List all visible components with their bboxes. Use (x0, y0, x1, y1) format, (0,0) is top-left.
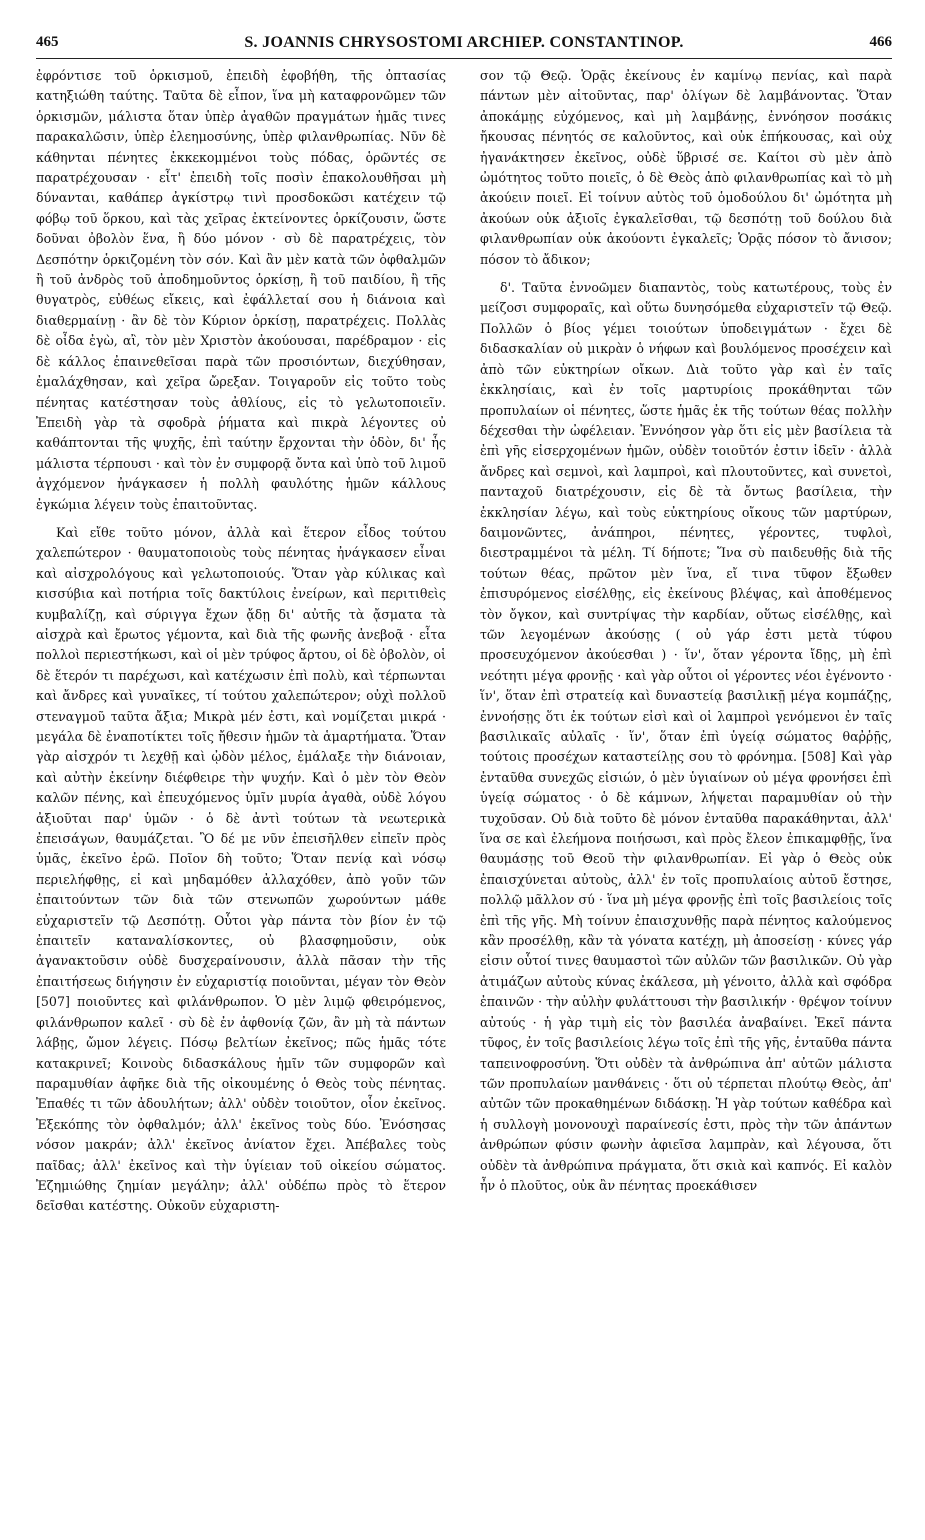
paragraph: σον τῷ Θεῷ. Ὁρᾷς ἐκείνους ἐν καμίνῳ πενίας, καὶ παρὰ πάντων μὲν αἰτοῦντας, παρ' ὀλίγων δὲ λαμβάνοντας. Ὅταν ἀποκάμῃς εὐχόμενος, καὶ μὴ λαμβάνῃς, ἐννόησον ποσάκις ἤκουσας πένητός σε καλοῦντος, καὶ οὐκ ἐπήκουσας, καὶ οὐχ ἠγανάκτησεν ἐκεῖνος, οὐδὲ ὕβρισέ σε. Καίτοι σὺ μὲν ἀπὸ ὠμότητος τοῦτο ποιεῖς, ὁ δὲ Θεὸς ἀπὸ φιλανθρωπίας καὶ τὸ μὴ ἀκούειν ποιεῖ. Εἰ τοίνυν αὐτὸς τοῦ ὁμοδούλου δι' ὠμότητα μὴ ἀκούων οὐκ ἀξιοῖς ἐγκαλεῖσθαι, τῷ δεσπότῃ τοῦ δούλου διὰ φιλανθρωπίαν οὐκ ἀκούοντι ἐγκαλεῖς; Ὁρᾷς πόσον τὸ ἄνισον; πόσον τὸ ἄδικον; (480, 68, 892, 267)
page-number-left: 465 (36, 34, 59, 50)
paragraph: δ'. Ταῦτα ἐννοῶμεν διαπαντὸς, τοὺς κατωτέρους, τοὺς ἐν μείζοσι συμφοραῖς, καὶ οὕτω δυνησόμεθα εὐχαριστεῖν τῷ Θεῷ. Πολλῶν ὁ βίος γέμει τοιούτων ὑποδειγμάτων · ἔχει δὲ διδασκαλίαν οὐ μικρὰν ὁ νήφων καὶ βουλόμενος προσέχειν καὶ ἀπὸ τῶν εὐκτηρίων οἴκων. Διὰ τοῦτο γὰρ καὶ ἐν ταῖς ἐκκλησίαις, καὶ ἐν τοῖς μαρτυρίοις προκάθηνται τῶν προπυλαίων οἱ πένητες, ὥστε ἡμᾶς ἐκ τῆς τούτων θέας πολλὴν δέχεσθαι τὴν ὠφέλειαν. Ἐννόησον γὰρ ὅτι εἰς μὲν βασίλεια τὰ ἐπὶ γῆς εἰσερχομένων ἡμῶν, οὐδὲν τοιοῦτόν ἐστιν ἰδεῖν · ἀλλὰ ἄνδρες καὶ σεμνοὶ, καὶ λαμπροὶ, καὶ πλουτοῦντες, καὶ συνετοὶ, πανταχοῦ διατρέχουσιν, εἰς δὲ τὰ ὄντως βασίλεια, τὴν ἐκκλησίαν λέγω, καὶ τοὺς εὐκτηρίους οἴκους τῶν μαρτύρων, δαιμονῶντες, ἀνάπηροι, πένητες, γέροντες, τυφλοὶ, διεστραμμένοι τὰ μέλη. Τί δήποτε; Ἵνα σὺ παιδευθῇς διὰ τῆς τούτων θέας, πρῶτον μὲν ἵνα, εἴ τινα τῦφον ἔξωθεν ἐπισυρόμενος εἰσέλθῃς, εἰς ἐκείνους βλέψας, καὶ ἀποθέμενος τὸν ὄγκον, καὶ συντρίψας τὴν καρδίαν, οὕτως εἰσέλθῃς, καὶ τῶν λεγομένων ἀκούσῃς ( οὐ γάρ ἐστι μετὰ τύφου προσευχόμενον ἀκούεσθαι ) · ἵν', ὅταν γέροντα ἴδῃς, μὴ ἐπὶ νεότητι μέγα φρονῇς · καὶ γὰρ οὗτοι οἱ γέροντες νέοι ἐγένοντο · ἵν', ὅταν ἐπὶ στρατείᾳ καὶ δυναστείᾳ βασιλικῇ μέγα κομπάζῃς, ἐννοήσῃς ὅτι ἐκ τούτων εἰσὶ καὶ οἱ λαμπροὶ γενόμενοι ἐν ταῖς βασιλικαῖς αὐλαῖς · ἵν', ὅταν ἐπὶ ὑγείᾳ σώματος θαῤῥῇς, τούτοις προσέχων καταστείλῃς σου τὸ φρόνημα. [508] Καὶ γὰρ ἐνταῦθα συνεχῶς εἰσιών, ὁ μὲν ὑγιαίνων οὐ μέγα φρονήσει ἐπὶ ὑγείᾳ σώματος · ὁ δὲ κάμνων, λήψεται παραμυθίαν οὐ τὴν τυχοῦσαν. Οὐ διὰ τοῦτο δὲ μόνον ἐνταῦθα παρακάθηνται, ἀλλ' ἵνα σε καὶ ἐλεήμονα ποιήσωσι, καὶ πρὸς ἔλεον ἐπικαμφθῇς, ἵνα θαυμάσῃς τοῦ Θεοῦ τὴν φιλανθρωπίαν. Εἰ γὰρ ὁ Θεὸς οὐκ ἐπαισχύνεται αὐτοὺς, ἀλλ' ἐν τοῖς προπυλαίοις αὐτοῦ ἔστησε, πολλῷ μᾶλλον σύ · ἵνα μὴ μέγα φρονῇς ἐπὶ τοῖς βασιλείοις τοῖς ἐπὶ τῆς γῆς. Μὴ τοίνυν ἐπαισχυνθῇς παρὰ πένητος καλούμενος κἂν προσέλθῃ, κἂν τὰ γόνατα κατέχῃ, μὴ ἀποσείσῃ · κύνες γάρ εἰσιν οὗτοί τινες θαυμαστοὶ τῶν αὐλῶν τῶν βασιλικῶν. Οὐ γὰρ ἀτιμάζων αὐτοὺς κύνας ἐκάλεσα, μὴ γένοιτο, ἀλλὰ καὶ σφόδρα ἐπαινῶν · τὴν αὐλὴν φυλάττουσι τὴν βασιλικήν · θρέψον τοίνυν αὐτούς · ἡ γὰρ τιμὴ εἰς τὸν βασιλέα ἀναβαίνει. Ἐκεῖ πάντα τῦφος, ἐν τοῖς βασιλείοις λέγω τοῖς ἐπὶ τῆς γῆς, ἐνταῦθα πάντα ταπεινοφροσύνη. Ὅτι οὐδὲν τὰ ἀνθρώπινα ἀπ' αὐτῶν μάλιστα τῶν προπυλαίων μανθάνεις · ὅτι οὐ τέρπεται πλούτῳ Θεὸς, ἀπ' αὐτῶν τῶν προκαθημένων διδάσκῃ. Ἡ γὰρ τούτων καθέδρα καὶ ἡ συλλογὴ μονονουχὶ παραίνεσίς ἐστι, πρὸς τὴν τῶν ἁπάντων ἀνθρώπων φύσιν φωνὴν ἀφιεῖσα λαμπρὰν, καὶ λέγουσα, ὅτι οὐδὲν τὰ ἀνθρώπινα πράγματα, ὅτι σκιὰ καὶ καπνός. Εἰ καλὸν ἦν ὁ πλοῦτος, οὐκ ἂν πένητας προεκάθισεν (480, 280, 892, 1193)
paragraph: ἐφρόντισε τοῦ ὁρκισμοῦ, ἐπειδὴ ἐφοβήθη, τῆς ὀπτασίας κατηξιώθη ταύτης. Ταῦτα δὲ εἶπον, ἵνα μὴ καταφρονῶμεν τῶν ὁρκισμῶν, μάλιστα ὅταν ὑπὲρ ἀγαθῶν πραγμάτων ἡμᾶς τινες παρακαλῶσιν, ὑπὲρ ἐλεημοσύνης, ὑπὲρ φιλανθρωπίας. Νῦν δὲ κάθηνται πένητες ἐκκεκομμένοι τοὺς πόδας, ὁρῶντές σε παρατρέχουσαν · εἶτ' ἐπειδὴ τοῖς ποσὶν ἐπακολουθῆσαι μὴ δύνανται, καθάπερ ἀγκίστρῳ τινὶ προσδοκῶσι κατέχειν τῷ φόβῳ τοῦ ὅρκου, καὶ τὰς χεῖρας ἐκτείνοντες ὁρκίζουσιν, ὥστε δοῦναι ὀβολὸν ἕνα, ἢ δύο μόνον · σὺ δὲ παρατρέχεις, τὸν Δεσπότην ὁρκιζομένη τὸν σόν. Καὶ ἂν μὲν κατὰ τῶν ὀφθαλμῶν ἢ τοῦ ἀνδρὸς τοῦ ἀποδημοῦντος ὁρκίσῃ, ἢ τοῦ παιδίου, ἢ τῆς θυγατρὸς, εὐθέως εἴκεις, καὶ ἐφάλλεταί σου ἡ διάνοια καὶ διαθερμαίνῃ · ἂν δὲ τὸν Κύριον ὁρκίσῃ, παρατρέχεις. Πολλὰς δὲ οἶδα ἐγὼ, αἲ, τὸν μὲν Χριστὸν ἀκούουσαι, παρέδραμον · εἰς δὲ κάλλος ἐπαινεθεῖσαι παρὰ τῶν προσιόντων, διεχύθησαν, ἐμαλάχθησαν, καὶ χεῖρα ὤρεξαν. Τοιγαροῦν εἰς τοῦτο τοὺς πένητας κατέστησαν τοὺς ἀθλίους, εἰς τὸ γελωτοποιεῖν. Ἐπειδὴ γὰρ τὰ σφοδρὰ ῥήματα καὶ πικρὰ λέγοντες οὐ καθάπτονται τῆς ψυχῆς, ἐπὶ ταύτην ἔρχονται τὴν ὁδὸν, δι' ἧς μάλιστα τέρπουσι · καὶ τὸν ἐν συμφορᾷ ὄντα καὶ ὑπὸ τοῦ λιμοῦ ἀγχόμενον ἠνάγκασεν ἡ πολλὴ φαυλότης ἡμῶν κάλλους ἐγκώμια λέγειν τοὺς ἐπαιτοῦντας. (36, 68, 446, 512)
running-title: S. JOANNIS CHRYSOSTOMI ARCHIEP. CONSTANTINOP. (244, 34, 684, 51)
page-number-right: 466 (869, 34, 892, 50)
left-column (36, 66, 446, 1526)
paragraph: Καὶ εἴθε τοῦτο μόνον, ἀλλὰ καὶ ἕτερον εἶδος τούτου χαλεπώτερον · θαυματοποιοὺς τοὺς πένητας ἠνάγκασεν εἶναι καὶ αἰσχρολόγους καὶ γελωτοποιούς. Ὅταν γὰρ κύλικας καὶ κισσύβια καὶ ποτήρια τοῖς δακτύλοις ἐνείρων, καὶ περιτιθεὶς κυμβαλίζῃ, καὶ σύριγγα ἔχων ᾄδῃ δι' αὐτῆς τὰ ᾄσματα τὰ αἰσχρὰ καὶ ἔρωτος γέμοντα, καὶ διὰ τῆς φωνῆς ἀνεβοᾷ · εἶτα πολλοὶ περιεστήκωσι, καὶ οἱ μὲν τρύφος ἄρτου, οἱ δὲ ὀβολὸν, οἱ δὲ ἕτερόν τι παρέχωσι, καὶ κατέχωσιν ἐπὶ πολὺ, καὶ τέρπωνται καὶ ἄνδρες καὶ γυναῖκες, τί τούτου χαλεπώτερον; οὐχὶ πολλοῦ στεναγμοῦ ταῦτα ἄξια; Μικρὰ μέν ἐστι, καὶ νομίζεται μικρά · μεγάλα δὲ ἐναποτίκτει τοῖς ἤθεσιν ἡμῶν τὰ ἁμαρτήματα. Ὅταν γὰρ αἰσχρόν τι λεχθῇ καὶ ᾠδὸν μέλος, ἐμάλαξε τὴν διάνοιαν, καὶ αὐτὴν ἐκείνην διέφθειρε τὴν ψυχήν. Καὶ ὁ μὲν τὸν Θεὸν καλῶν πένης, καὶ ἐπευχόμενος ὑμῖν μυρία ἀγαθὰ, οὐδὲ λόγου ἀξιοῦται παρ' ὑμῶν · ὁ δὲ ἀντὶ τούτων τὰ νεωτερικὰ ἐπεισάγων, θαυμάζεται. Ὃ δέ με νῦν ἐπεισῆλθεν εἰπεῖν πρὸς ὑμᾶς, ἐκεῖνο ἐρῶ. Ποῖον δὴ τοῦτο; Ὅταν πενίᾳ καὶ νόσῳ περιελήφθῃς, εἰ καὶ μηδαμόθεν ἀλλαχόθεν, ἀπὸ γοῦν τῶν ἐπαιτούντων τῶν διὰ τῶν στενωπῶν χωρούντων μάθε εὐχαριστεῖν τῷ Δεσπότῃ. Οὗτοι γὰρ πάντα τὸν βίον ἐν τῷ ἐπαιτεῖν καταναλίσκοντες, οὐ βλασφημοῦσιν, οὐκ ἀγανακτοῦσιν οὐδὲ δυσχεραίνουσιν, ἀλλὰ πᾶσαν τὴν τῆς ἐπαιτήσεως διήγησιν ἐν εὐχαριστίᾳ ποιοῦνται, μέγαν τὸν Θεὸν [507] ποιοῦντες καὶ φιλάνθρωπον. Ὁ μὲν λιμῷ φθειρόμενος, φιλάνθρωπον καλεῖ · σὺ δὲ ἐν ἀφθονίᾳ ζῶν, ἂν μὴ τὰ πάντων λάβῃς, ὤμον λέγεις. Πόσῳ βελτίων ἐκεῖνος; πῶς ἡμᾶς τότε κατακρινεῖ; Κοινοὺς διδασκάλους ἡμῖν τῶν συμφορῶν καὶ παραμυθίαν ἀφῆκε διὰ τῆς οἰκουμένης ὁ Θεὸς τοὺς πένητας. Ἐπαθές τι τῶν ἀδουλήτων; ἀλλ' οὐδὲν τοιοῦτον, οἷον ἐκεῖνος. Ἐξεκόπης τὸν ὀφθαλμόν; ἀλλ' ἐκεῖνος τοὺς δύο. Ἐνόσησας νόσον μακράν; ἀλλ' ἐκεῖνος ἀνίατον ἔχει. Ἀπέβαλες τοὺς παῖδας; ἀλλ' ἐκεῖνος καὶ τὴν ὑγίειαν τοῦ οἰκείου σώματος. Ἐζημιώθης ζημίαν μεγάλην; ἀλλ' οὐδέπω πρὸς τὸ ἕτερον δεῖσθαι κατέστης. Οὐκοῦν εὐχαριστη- (36, 524, 446, 1214)
running-header (36, 34, 892, 59)
right-column (480, 66, 892, 1526)
